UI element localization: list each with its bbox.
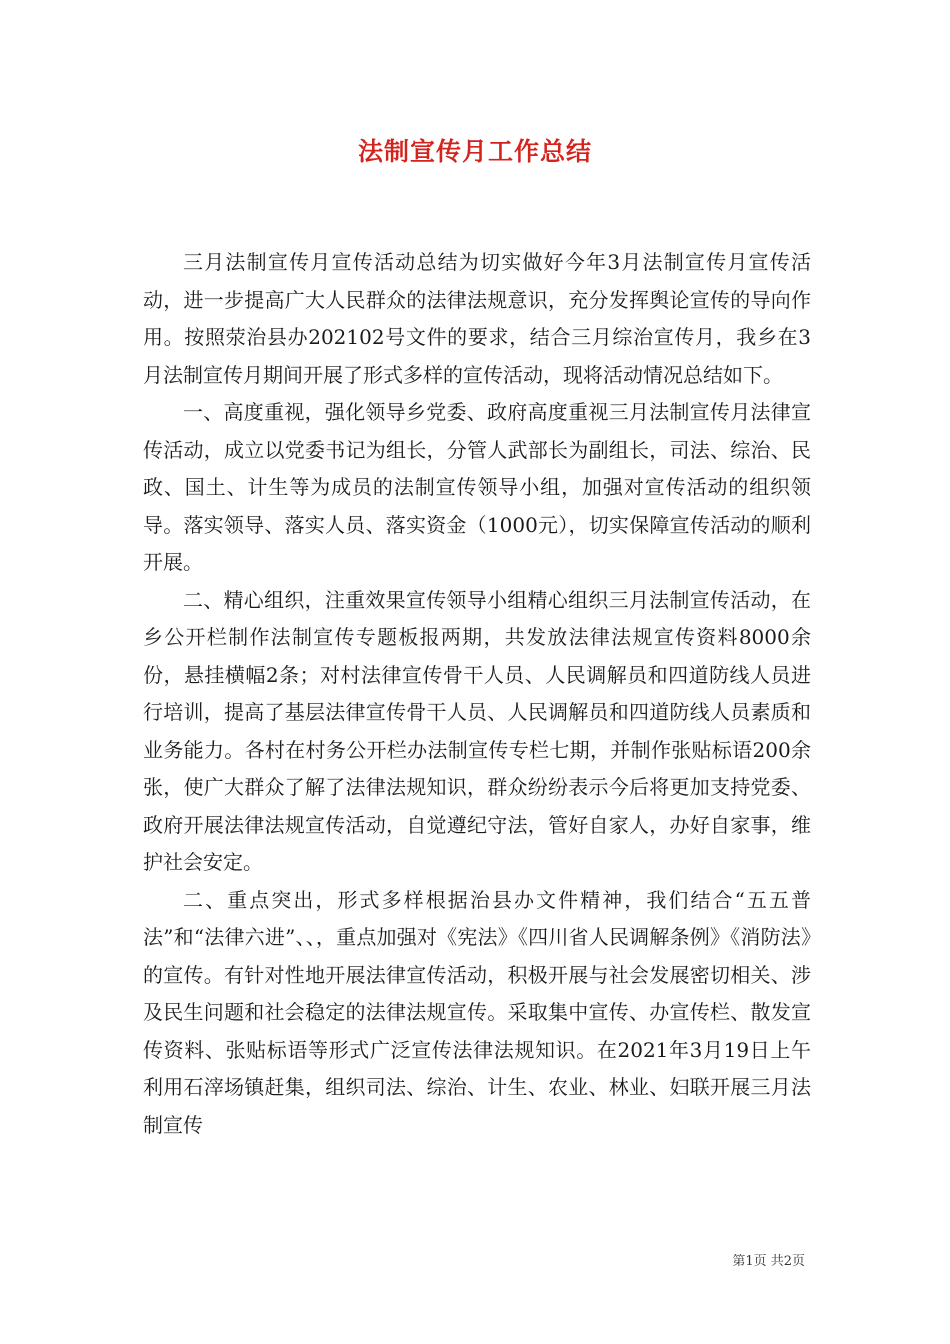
paragraph-section-2: 二、精心组织，注重效果宣传领导小组精心组织三月法制宣传活动，在乡公开栏制作法制宣传专题板报两期，共发放法律法规宣传资料8000余份，悬挂横幅2条；对村法律宣传骨干人员、人民调解员和四道防线人员进行培训，提高了基层法律宣传骨干人员、人民调解员和四道防线人员素质和业务能力。各村在村务公开栏办法制宣传专栏七期，并制作张贴标语200余张，使广大群众了解了法律法规知识，群众纷纷表示今后将更加支持党委、政府开展法律法规宣传活动，自觉遵纪守法，管好自家人，办好自家事，维护社会安定。 [143, 587, 811, 874]
page-number: 第1页 共2页 [732, 1254, 805, 1269]
document-title: 法制宣传月工作总结 [357, 137, 592, 166]
paragraph-intro: 三月法制宣传月宣传活动总结为切实做好今年3月法制宣传月宣传活动，进一步提高广大人民群众的法律法规意识，充分发挥舆论宣传的导向作用。按照荥治县办202102号文件的要求，结合三月综治宣传月，我乡在3月法制宣传月期间开展了形式多样的宣传活动，现将活动情况总结如下。 [143, 250, 811, 387]
document-body [143, 244, 811, 1144]
paragraph-section-1: 一、高度重视，强化领导乡党委、政府高度重视三月法制宣传月法律宣传活动，成立以党委书记为组长，分管人武部长为副组长，司法、综治、民政、国土、计生等为成员的法制宣传领导小组，加强对宣传活动的组织领导。落实领导、落实人员、落实资金（1000元），切实保障宣传活动的顺利开展。 [143, 400, 811, 574]
paragraph-section-3: 二、重点突出，形式多样根据治县办文件精神，我们结合“五五普法”和“法律六进”、、，重点加强对《宪法》《四川省人民调解条例》《消防法》的宣传。有针对性地开展法律宣传活动，积极开展与社会发展密切相关、涉及民生问题和社会稳定的法律法规宣传。采取集中宣传、办宣传栏、散发宣传资料、张贴标语等形式广泛宣传法律法规知识。在2021年3月19日上午利用石滓场镇赶集，组织司法、综治、计生、农业、林业、妇联开展三月法制宣传 [143, 887, 811, 1137]
